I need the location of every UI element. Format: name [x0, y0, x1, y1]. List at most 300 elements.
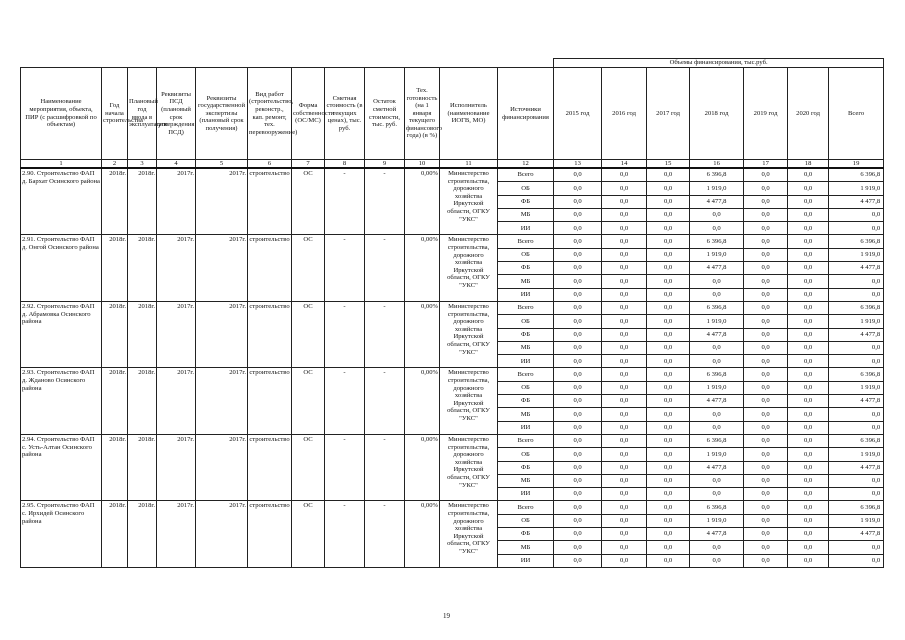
- column-number: 5: [196, 160, 248, 169]
- funding-value: 0,0: [647, 448, 690, 461]
- funding-value: 0,0: [788, 275, 829, 288]
- readiness: 0,00%: [405, 168, 440, 235]
- funding-value: 0,0: [602, 434, 647, 447]
- funding-value: 0,0: [788, 248, 829, 261]
- funding-value: 0,0: [788, 341, 829, 354]
- funding-value: 0,0: [829, 222, 884, 235]
- expertise-date: 2017г.: [196, 368, 248, 434]
- funding-value: 0,0: [554, 514, 602, 527]
- funding-value: 0,0: [744, 541, 788, 554]
- object-name: 2.95. Строительство ФАП с. Ирхидей Осинского района: [21, 501, 102, 567]
- column-header: Реквизиты государственной экспертизы (плановый срок получения): [196, 68, 248, 160]
- funding-value: 4 477,8: [690, 461, 744, 474]
- funding-value: 0,0: [647, 554, 690, 567]
- readiness: 0,00%: [405, 501, 440, 567]
- estimated-cost: -: [325, 501, 365, 567]
- funding-value: 0,0: [602, 554, 647, 567]
- funding-value: 0,0: [788, 315, 829, 328]
- funding-value: 0,0: [744, 208, 788, 221]
- funding-value: 0,0: [554, 474, 602, 487]
- executor: Министерство строительства, дорожного хозяйства Иркутской области, ОГКУ "УКС": [440, 301, 498, 367]
- funding-value: 1 919,0: [829, 381, 884, 394]
- funding-value: 4 477,8: [690, 195, 744, 208]
- column-numbers: [21, 160, 884, 169]
- psd-date: 2017г.: [157, 501, 196, 567]
- start-year: 2018г.: [102, 301, 128, 367]
- funding-source: ФБ: [498, 395, 554, 408]
- funding-value: 0,0: [602, 222, 647, 235]
- table-row: [21, 235, 884, 248]
- start-year: 2018г.: [102, 434, 128, 500]
- funding-value: 0,0: [690, 341, 744, 354]
- funding-value: 0,0: [690, 488, 744, 501]
- funding-value: 0,0: [788, 408, 829, 421]
- column-number: 6: [248, 160, 292, 169]
- funding-value: 0,0: [744, 168, 788, 182]
- executor: Министерство строительства, дорожного хозяйства Иркутской области, ОГКУ "УКС": [440, 501, 498, 567]
- funding-value: 0,0: [554, 288, 602, 301]
- funding-value: 0,0: [647, 488, 690, 501]
- column-header: Исполнитель (наименование ИОГВ, МО): [440, 68, 498, 160]
- object-name: 2.91. Строительство ФАП д. Онгой Осинского района: [21, 235, 102, 301]
- funding-value: 4 477,8: [829, 461, 884, 474]
- funding-value: 1 919,0: [690, 248, 744, 261]
- column-number: 10: [405, 160, 440, 169]
- funding-value: 0,0: [788, 288, 829, 301]
- funding-value: 0,0: [602, 514, 647, 527]
- column-header: Вид работ (строительство, реконстр., кап. ремонт, тех. перевооружение): [248, 68, 292, 160]
- funding-value: 0,0: [744, 275, 788, 288]
- funding-source: ФБ: [498, 195, 554, 208]
- funding-value: 1 919,0: [690, 381, 744, 394]
- column-number: 13: [554, 160, 602, 169]
- funding-value: 0,0: [602, 275, 647, 288]
- funding-value: 0,0: [554, 408, 602, 421]
- funding-value: 0,0: [647, 355, 690, 368]
- funding-value: 6 396,8: [690, 168, 744, 182]
- funding-value: 0,0: [602, 408, 647, 421]
- funding-value: 0,0: [647, 341, 690, 354]
- funding-source: ИИ: [498, 222, 554, 235]
- funding-value: 0,0: [744, 355, 788, 368]
- funding-value: 0,0: [829, 474, 884, 487]
- funding-value: 0,0: [744, 248, 788, 261]
- funding-value: 0,0: [554, 501, 602, 514]
- funding-table: [20, 58, 884, 568]
- funding-source: МБ: [498, 208, 554, 221]
- ownership: ОС: [292, 168, 325, 235]
- funding-value: 1 919,0: [690, 182, 744, 195]
- commission-year: 2018г.: [128, 301, 157, 367]
- readiness: 0,00%: [405, 301, 440, 367]
- funding-value: 0,0: [647, 528, 690, 541]
- funding-value: 0,0: [554, 355, 602, 368]
- funding-source: ИИ: [498, 554, 554, 567]
- funding-value: 0,0: [829, 554, 884, 567]
- funding-value: 1 919,0: [690, 315, 744, 328]
- funding-value: 0,0: [744, 368, 788, 381]
- executor: Министерство строительства, дорожного хозяйства Иркутской области, ОГКУ "УКС": [440, 434, 498, 500]
- object-name: 2.92. Строительство ФАП д. Абрамовка Осинского района: [21, 301, 102, 367]
- funding-value: 0,0: [647, 315, 690, 328]
- column-number: 15: [647, 160, 690, 169]
- commission-year: 2018г.: [128, 235, 157, 301]
- funding-value: 0,0: [690, 288, 744, 301]
- year-header: 2015 год: [554, 68, 602, 160]
- funding-value: 0,0: [829, 421, 884, 434]
- funding-value: 0,0: [647, 182, 690, 195]
- funding-value: 0,0: [554, 488, 602, 501]
- funding-value: 0,0: [554, 315, 602, 328]
- funding-source: МБ: [498, 275, 554, 288]
- funding-value: 0,0: [602, 301, 647, 314]
- funding-value: 0,0: [744, 301, 788, 314]
- funding-value: 0,0: [647, 434, 690, 447]
- funding-value: 0,0: [647, 474, 690, 487]
- work-type: строительство: [248, 168, 292, 235]
- funding-value: 6 396,8: [829, 235, 884, 248]
- funding-value: 0,0: [690, 275, 744, 288]
- table-row: [21, 368, 884, 381]
- funding-value: 0,0: [602, 195, 647, 208]
- funding-value: 0,0: [788, 262, 829, 275]
- funding-value: 0,0: [788, 448, 829, 461]
- column-header: Форма собственности (ОС/МС): [292, 68, 325, 160]
- estimated-cost: -: [325, 235, 365, 301]
- funding-value: 0,0: [788, 381, 829, 394]
- funding-source: ОБ: [498, 514, 554, 527]
- funding-value: 0,0: [602, 288, 647, 301]
- funding-value: 4 477,8: [690, 528, 744, 541]
- funding-value: 0,0: [788, 301, 829, 314]
- ownership: ОС: [292, 301, 325, 367]
- year-header: 2020 год: [788, 68, 829, 160]
- year-header: Всего: [829, 68, 884, 160]
- funding-value: 0,0: [788, 195, 829, 208]
- object-name: 2.93. Строительство ФАП д. Жданово Осинского района: [21, 368, 102, 434]
- ownership: ОС: [292, 235, 325, 301]
- funding-value: 0,0: [647, 301, 690, 314]
- funding-value: 0,0: [602, 368, 647, 381]
- table-row: [21, 168, 884, 182]
- remaining-cost: -: [365, 168, 405, 235]
- start-year: 2018г.: [102, 368, 128, 434]
- funding-value: 0,0: [788, 395, 829, 408]
- funding-value: 6 396,8: [829, 301, 884, 314]
- funding-source: Всего: [498, 235, 554, 248]
- funding-value: 0,0: [554, 275, 602, 288]
- funding-value: 0,0: [744, 461, 788, 474]
- psd-date: 2017г.: [157, 434, 196, 500]
- expertise-date: 2017г.: [196, 301, 248, 367]
- funding-value: 6 396,8: [690, 501, 744, 514]
- column-number: 2: [102, 160, 128, 169]
- table-row: [21, 501, 884, 514]
- remaining-cost: -: [365, 235, 405, 301]
- funding-value: 0,0: [744, 514, 788, 527]
- funding-value: 0,0: [602, 501, 647, 514]
- funding-value: 0,0: [788, 182, 829, 195]
- funding-value: 0,0: [788, 208, 829, 221]
- commission-year: 2018г.: [128, 368, 157, 434]
- funding-value: 0,0: [602, 248, 647, 261]
- funding-value: 0,0: [744, 395, 788, 408]
- funding-value: 0,0: [690, 554, 744, 567]
- funding-value: 4 477,8: [829, 328, 884, 341]
- funding-source: ОБ: [498, 182, 554, 195]
- funding-value: 0,0: [690, 222, 744, 235]
- psd-date: 2017г.: [157, 368, 196, 434]
- psd-date: 2017г.: [157, 301, 196, 367]
- funding-value: 0,0: [647, 248, 690, 261]
- funding-value: 0,0: [744, 488, 788, 501]
- funding-value: 6 396,8: [690, 301, 744, 314]
- column-number: 19: [829, 160, 884, 169]
- funding-value: 0,0: [554, 461, 602, 474]
- funding-value: 0,0: [554, 208, 602, 221]
- funding-value: 0,0: [788, 168, 829, 182]
- funding-source: МБ: [498, 341, 554, 354]
- funding-source: ОБ: [498, 315, 554, 328]
- expertise-date: 2017г.: [196, 168, 248, 235]
- funding-value: 0,0: [602, 262, 647, 275]
- start-year: 2018г.: [102, 235, 128, 301]
- ownership: ОС: [292, 434, 325, 500]
- funding-value: 0,0: [744, 434, 788, 447]
- funding-value: 0,0: [788, 514, 829, 527]
- funding-value: 6 396,8: [690, 235, 744, 248]
- funding-value: 0,0: [788, 474, 829, 487]
- readiness: 0,00%: [405, 235, 440, 301]
- funding-value: 0,0: [744, 222, 788, 235]
- funding-value: 4 477,8: [829, 262, 884, 275]
- column-headers: [21, 68, 884, 160]
- funding-source: ОБ: [498, 381, 554, 394]
- funding-value: 0,0: [744, 288, 788, 301]
- funding-value: 0,0: [788, 488, 829, 501]
- funding-value: 4 477,8: [690, 395, 744, 408]
- funding-value: 0,0: [829, 355, 884, 368]
- funding-source: ИИ: [498, 421, 554, 434]
- funding-value: 0,0: [788, 355, 829, 368]
- funding-value: 0,0: [602, 341, 647, 354]
- column-header: Остаток сметной стоимости, тыс. руб.: [365, 68, 405, 160]
- expertise-date: 2017г.: [196, 235, 248, 301]
- funding-value: 0,0: [554, 528, 602, 541]
- column-number: 17: [744, 160, 788, 169]
- funding-group-header: Объемы финансирования, тыс.руб.: [554, 59, 884, 68]
- funding-value: 0,0: [602, 315, 647, 328]
- funding-source: ФБ: [498, 528, 554, 541]
- funding-value: 0,0: [647, 408, 690, 421]
- funding-source: МБ: [498, 474, 554, 487]
- funding-source: МБ: [498, 541, 554, 554]
- funding-value: 0,0: [554, 235, 602, 248]
- remaining-cost: -: [365, 501, 405, 567]
- funding-value: 0,0: [554, 421, 602, 434]
- page-number: 19: [443, 612, 450, 620]
- funding-value: 4 477,8: [829, 528, 884, 541]
- funding-value: 0,0: [788, 528, 829, 541]
- funding-value: 0,0: [744, 501, 788, 514]
- funding-value: 0,0: [788, 328, 829, 341]
- funding-value: 0,0: [744, 195, 788, 208]
- executor: Министерство строительства, дорожного хозяйства Иркутской области, ОГКУ "УКС": [440, 168, 498, 235]
- remaining-cost: -: [365, 301, 405, 367]
- funding-value: 0,0: [602, 381, 647, 394]
- funding-value: 0,0: [647, 168, 690, 182]
- funding-value: 4 477,8: [690, 262, 744, 275]
- funding-value: 0,0: [744, 235, 788, 248]
- funding-value: 0,0: [554, 434, 602, 447]
- funding-value: 0,0: [647, 381, 690, 394]
- funding-value: 0,0: [602, 474, 647, 487]
- funding-value: 0,0: [788, 501, 829, 514]
- funding-value: 0,0: [647, 461, 690, 474]
- column-number: 1: [21, 160, 102, 169]
- ownership: ОС: [292, 368, 325, 434]
- funding-value: 0,0: [602, 541, 647, 554]
- funding-source: МБ: [498, 408, 554, 421]
- funding-value: 0,0: [554, 168, 602, 182]
- funding-value: 0,0: [690, 541, 744, 554]
- funding-value: 0,0: [602, 448, 647, 461]
- column-number: 14: [602, 160, 647, 169]
- year-header: 2019 год: [744, 68, 788, 160]
- work-type: строительство: [248, 301, 292, 367]
- funding-value: 0,0: [744, 315, 788, 328]
- funding-value: 1 919,0: [829, 514, 884, 527]
- funding-value: 0,0: [829, 408, 884, 421]
- funding-value: 0,0: [554, 341, 602, 354]
- table-row: [21, 434, 884, 447]
- funding-value: 0,0: [554, 541, 602, 554]
- psd-date: 2017г.: [157, 235, 196, 301]
- funding-value: 0,0: [744, 182, 788, 195]
- funding-value: 0,0: [788, 461, 829, 474]
- funding-source: Всего: [498, 368, 554, 381]
- funding-value: 0,0: [647, 368, 690, 381]
- executor: Министерство строительства, дорожного хозяйства Иркутской области, ОГКУ "УКС": [440, 368, 498, 434]
- funding-value: 6 396,8: [829, 501, 884, 514]
- funding-value: 0,0: [554, 395, 602, 408]
- work-type: строительство: [248, 434, 292, 500]
- funding-value: 0,0: [554, 328, 602, 341]
- funding-value: 0,0: [744, 328, 788, 341]
- funding-value: 0,0: [602, 208, 647, 221]
- funding-value: 0,0: [554, 554, 602, 567]
- estimated-cost: -: [325, 434, 365, 500]
- funding-value: 0,0: [647, 501, 690, 514]
- funding-value: 0,0: [647, 421, 690, 434]
- table-row: [21, 301, 884, 314]
- work-type: строительство: [248, 368, 292, 434]
- column-header: Источники финансирования: [498, 68, 554, 160]
- funding-source: ФБ: [498, 461, 554, 474]
- funding-value: 1 919,0: [829, 182, 884, 195]
- funding-value: 6 396,8: [690, 368, 744, 381]
- funding-source: ОБ: [498, 248, 554, 261]
- funding-value: 6 396,8: [690, 434, 744, 447]
- funding-value: 0,0: [788, 368, 829, 381]
- funding-value: 0,0: [690, 474, 744, 487]
- funding-value: 0,0: [602, 168, 647, 182]
- executor: Министерство строительства, дорожного хозяйства Иркутской области, ОГКУ "УКС": [440, 235, 498, 301]
- funding-value: 0,0: [602, 395, 647, 408]
- funding-value: 0,0: [554, 182, 602, 195]
- work-type: строительство: [248, 235, 292, 301]
- funding-value: 0,0: [788, 222, 829, 235]
- funding-value: 0,0: [829, 288, 884, 301]
- funding-value: 1 919,0: [829, 448, 884, 461]
- expertise-date: 2017г.: [196, 501, 248, 567]
- column-header: Реквизиты ПСД (плановый срок утверждения ПСД): [157, 68, 196, 160]
- readiness: 0,00%: [405, 368, 440, 434]
- funding-value: 0,0: [744, 474, 788, 487]
- funding-value: 0,0: [554, 195, 602, 208]
- funding-value: 0,0: [554, 368, 602, 381]
- funding-value: 4 477,8: [690, 328, 744, 341]
- psd-date: 2017г.: [157, 168, 196, 235]
- funding-value: 0,0: [554, 262, 602, 275]
- funding-value: 0,0: [554, 248, 602, 261]
- funding-value: 0,0: [829, 488, 884, 501]
- column-header: Год начала строительства: [102, 68, 128, 160]
- funding-value: 0,0: [602, 461, 647, 474]
- funding-value: 0,0: [554, 448, 602, 461]
- funding-value: 0,0: [744, 341, 788, 354]
- column-number: 8: [325, 160, 365, 169]
- column-number: 11: [440, 160, 498, 169]
- readiness: 0,00%: [405, 434, 440, 500]
- funding-value: 0,0: [744, 448, 788, 461]
- commission-year: 2018г.: [128, 434, 157, 500]
- funding-value: 0,0: [829, 341, 884, 354]
- funding-value: 0,0: [602, 182, 647, 195]
- funding-value: 0,0: [647, 235, 690, 248]
- funding-value: 0,0: [647, 288, 690, 301]
- funding-value: 0,0: [647, 541, 690, 554]
- funding-value: 0,0: [829, 208, 884, 221]
- funding-value: 6 396,8: [829, 368, 884, 381]
- year-header: 2018 год: [690, 68, 744, 160]
- funding-value: 0,0: [690, 421, 744, 434]
- funding-value: 0,0: [788, 541, 829, 554]
- funding-value: 0,0: [647, 208, 690, 221]
- funding-value: 1 919,0: [829, 315, 884, 328]
- funding-value: 0,0: [647, 262, 690, 275]
- column-number: 9: [365, 160, 405, 169]
- funding-value: 0,0: [602, 355, 647, 368]
- funding-source: Всего: [498, 168, 554, 182]
- commission-year: 2018г.: [128, 168, 157, 235]
- funding-value: 0,0: [602, 235, 647, 248]
- work-type: строительство: [248, 501, 292, 567]
- expertise-date: 2017г.: [196, 434, 248, 500]
- commission-year: 2018г.: [128, 501, 157, 567]
- funding-value: 0,0: [602, 328, 647, 341]
- funding-value: 0,0: [554, 222, 602, 235]
- funding-value: 0,0: [744, 528, 788, 541]
- table-body: [21, 168, 884, 567]
- funding-value: 0,0: [554, 381, 602, 394]
- funding-value: 0,0: [647, 514, 690, 527]
- funding-value: 4 477,8: [829, 395, 884, 408]
- funding-source: ОБ: [498, 448, 554, 461]
- funding-source: ИИ: [498, 355, 554, 368]
- funding-value: 0,0: [647, 222, 690, 235]
- funding-value: 0,0: [602, 488, 647, 501]
